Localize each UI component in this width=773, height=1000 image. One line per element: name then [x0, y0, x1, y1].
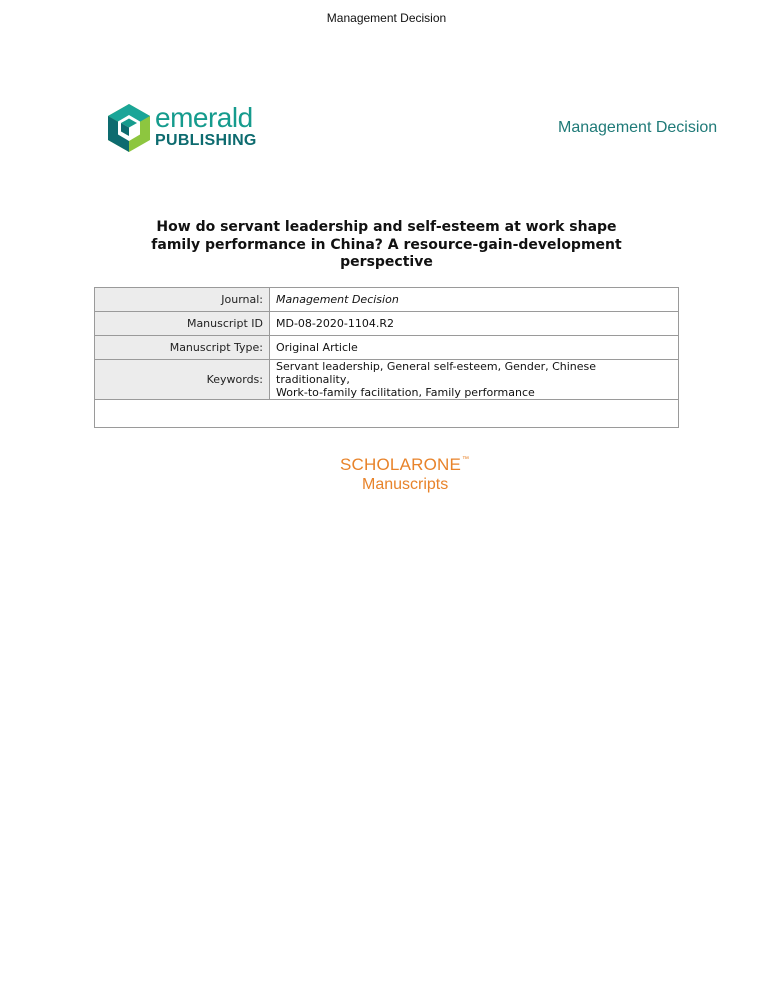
keywords-label: Keywords: — [95, 360, 270, 400]
emerald-hexagon-icon — [107, 103, 151, 153]
journal-banner: Management Decision — [558, 119, 718, 136]
manuscript-type-row — [95, 336, 679, 360]
trademark-symbol: ™ — [462, 456, 470, 463]
scholarone-manuscripts-logo — [340, 455, 469, 494]
keywords-row — [95, 360, 679, 400]
publishing-wordmark: PUBLISHING — [155, 131, 257, 149]
emerald-wordmark: emerald — [155, 101, 253, 133]
keywords-line-2: Work-to-family facilitation, Family performance — [276, 386, 535, 399]
scholarone-wordmark — [340, 455, 469, 475]
manuscript-id-row — [95, 312, 679, 336]
keywords-value — [270, 360, 679, 400]
keywords-line-1: Servant leadership, General self-esteem, Gender, Chinese traditionality, — [276, 360, 597, 386]
running-head: Management Decision — [326, 11, 447, 25]
manuscript-id-label: Manuscript ID — [95, 312, 270, 336]
emerald-publishing-logo — [107, 103, 257, 153]
journal-value: Management Decision — [270, 288, 679, 312]
journal-label: Journal: — [95, 288, 270, 312]
article-title: How do servant leadership and self-esteem at work shape family performance in China? A resource-gain-development perspective — [151, 219, 622, 270]
empty-cell — [95, 400, 679, 428]
scholarone-text: SCHOLARONE — [340, 455, 462, 474]
manuscript-type-label: Manuscript Type: — [95, 336, 270, 360]
manuscript-metadata-table — [94, 287, 679, 428]
empty-row — [95, 400, 679, 428]
manuscript-type-value: Original Article — [270, 336, 679, 360]
manuscript-id-value: MD-08-2020-1104.R2 — [270, 312, 679, 336]
journal-row — [95, 288, 679, 312]
manuscripts-wordmark: Manuscripts — [362, 476, 449, 493]
